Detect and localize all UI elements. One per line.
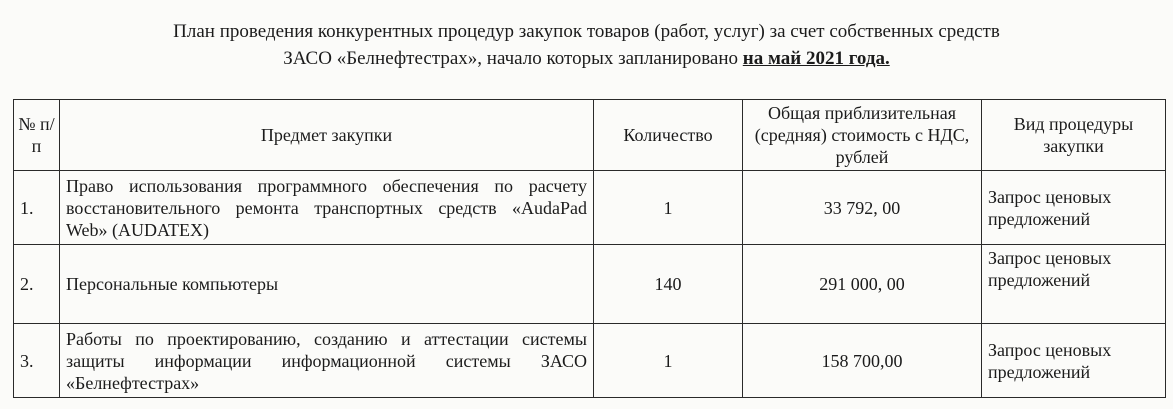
row-subject: Работы по проектированию, созданию и аттестации системы защиты информации информационной системы ЗАСО «Белнефтестрах» <box>60 324 594 398</box>
row-quantity: 1 <box>594 324 743 398</box>
table-row <box>14 324 1166 398</box>
title-period: на май 2021 года. <box>742 48 890 69</box>
header-subject: Предмет закупки <box>60 100 594 171</box>
row-cost: 291 000, 00 <box>743 245 982 324</box>
header-procedure: Вид процедуры закупки <box>982 100 1166 171</box>
row-procedure: Запрос ценовых предложений <box>982 324 1166 398</box>
document-title-line-1: План проведения конкурентных процедур закупок товаров (работ, услуг) за счет собственных средств <box>173 21 1000 42</box>
title-line-2-prefix: ЗАСО «Белнефтестрах», начало которых запланировано <box>283 48 743 69</box>
row-procedure: Запрос ценовых предложений <box>982 245 1166 324</box>
header-quantity: Количество <box>594 100 743 171</box>
row-cost: 33 792, 00 <box>743 171 982 245</box>
procurement-plan-table <box>13 99 1166 398</box>
header-cost: Общая приблизительная (средняя) стоимость с НДС, рублей <box>743 100 982 171</box>
header-num: № п/ п <box>14 100 60 171</box>
row-num: 1. <box>14 171 60 245</box>
table-header-row <box>14 100 1166 171</box>
row-num: 2. <box>14 245 60 324</box>
row-num: 3. <box>14 324 60 398</box>
row-subject: Персональные компьютеры <box>60 245 594 324</box>
table-row <box>14 171 1166 245</box>
row-procedure: Запрос ценовых предложений <box>982 171 1166 245</box>
table-row <box>14 245 1166 324</box>
row-quantity: 140 <box>594 245 743 324</box>
row-subject: Право использования программного обеспечения по расчету восстановительного ремонта транспортных средств «AudaPad Web» (AUDATEX) <box>60 171 594 245</box>
document-title-line-2 <box>0 47 1173 71</box>
row-quantity: 1 <box>594 171 743 245</box>
row-cost: 158 700,00 <box>743 324 982 398</box>
